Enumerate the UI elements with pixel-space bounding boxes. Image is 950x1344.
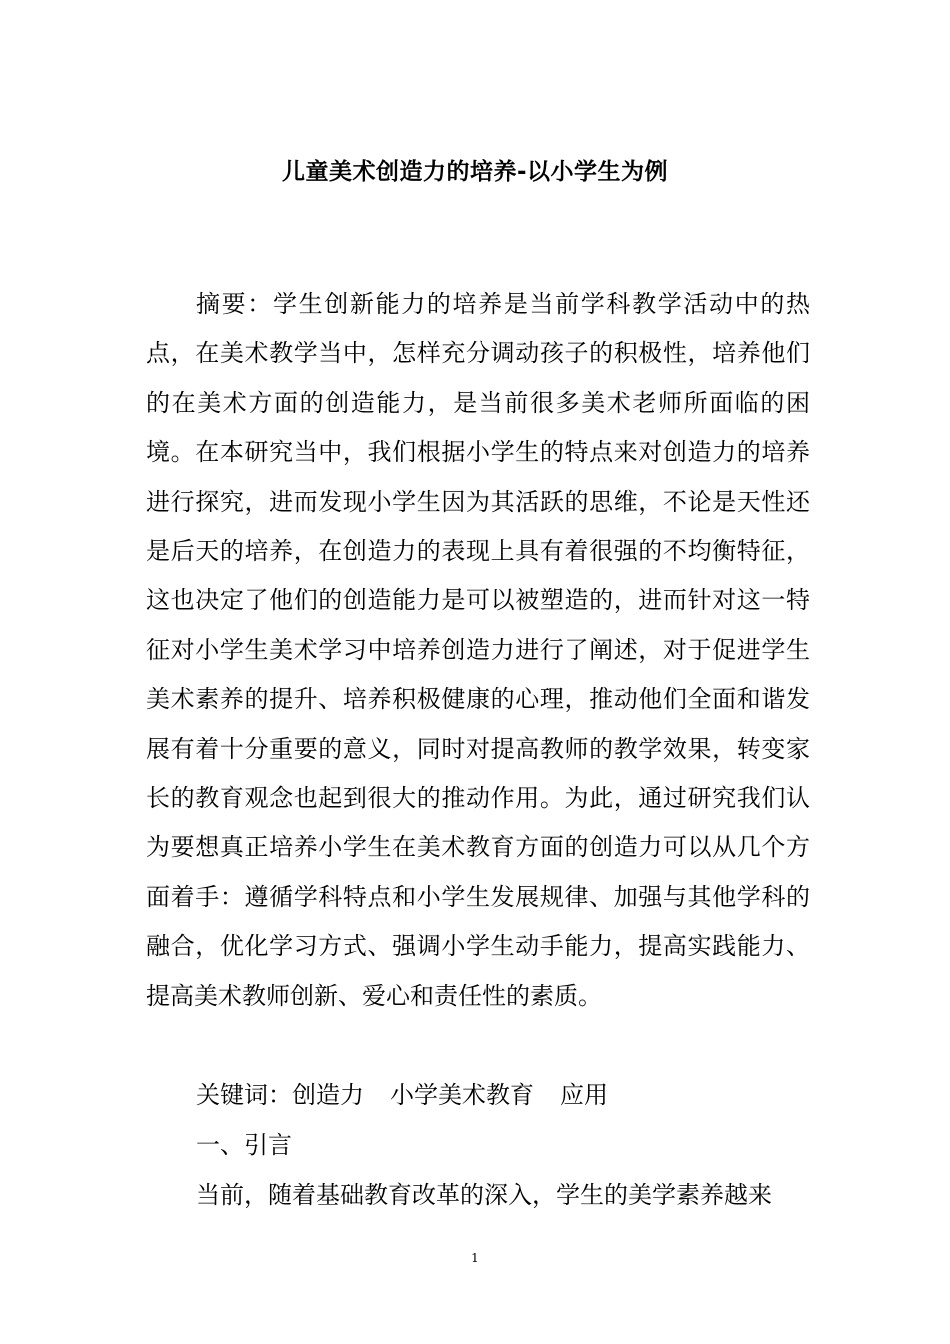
keyword-item: 应用 [560, 1081, 608, 1109]
section-heading: 一、引言 [196, 1131, 292, 1159]
body-paragraph: 当前，随着基础教育改革的深入，学生的美学素养越来 [196, 1181, 772, 1209]
document-title: 儿童美术创造力的培养-以小学生为例 [281, 159, 669, 185]
keyword-item: 小学美术教育 [390, 1081, 534, 1109]
keywords-line [196, 1075, 608, 1115]
abstract-paragraph: 摘要：学生创新能力的培养是当前学科教学活动中的热点，在美术教学当中，怎样充分调动孩子的积极性，培养他们的在美术方面的创造能力，是当前很多美术老师所面临的困境。在本研究当中，我们根据小学生的特点来对创造力的培养进行探究，进而发现小学生因为其活跃的思维，不论是天性还是后天的培养，在创造力的表现上具有着很强的不均衡特征，这也决定了他们的创造能力是可以被塑造的，进而针对这一特征对小学生美术学习中培养创造力进行了阐述，对于促进学生美术素养的提升、培养积极健康的心理，推动他们全面和谐发展有着十分重要的意义，同时对提高教师的教学效果，转变家长的教育观念也起到很大的推动作用。为此，通过研究我们认为要想真正培养小学生在美术教育方面的创造力可以从几个方面着手：遵循学科特点和小学生发展规律、加强与其他学科的融合，优化学习方式、强调小学生动手能力，提高实践能力、提高美术教师创新、爱心和责任性的素质。 [146, 290, 810, 1010]
page-number: 1 [471, 1251, 479, 1265]
keywords-label: 关键词： [196, 1081, 292, 1109]
keyword-item: 创造力 [292, 1081, 364, 1109]
